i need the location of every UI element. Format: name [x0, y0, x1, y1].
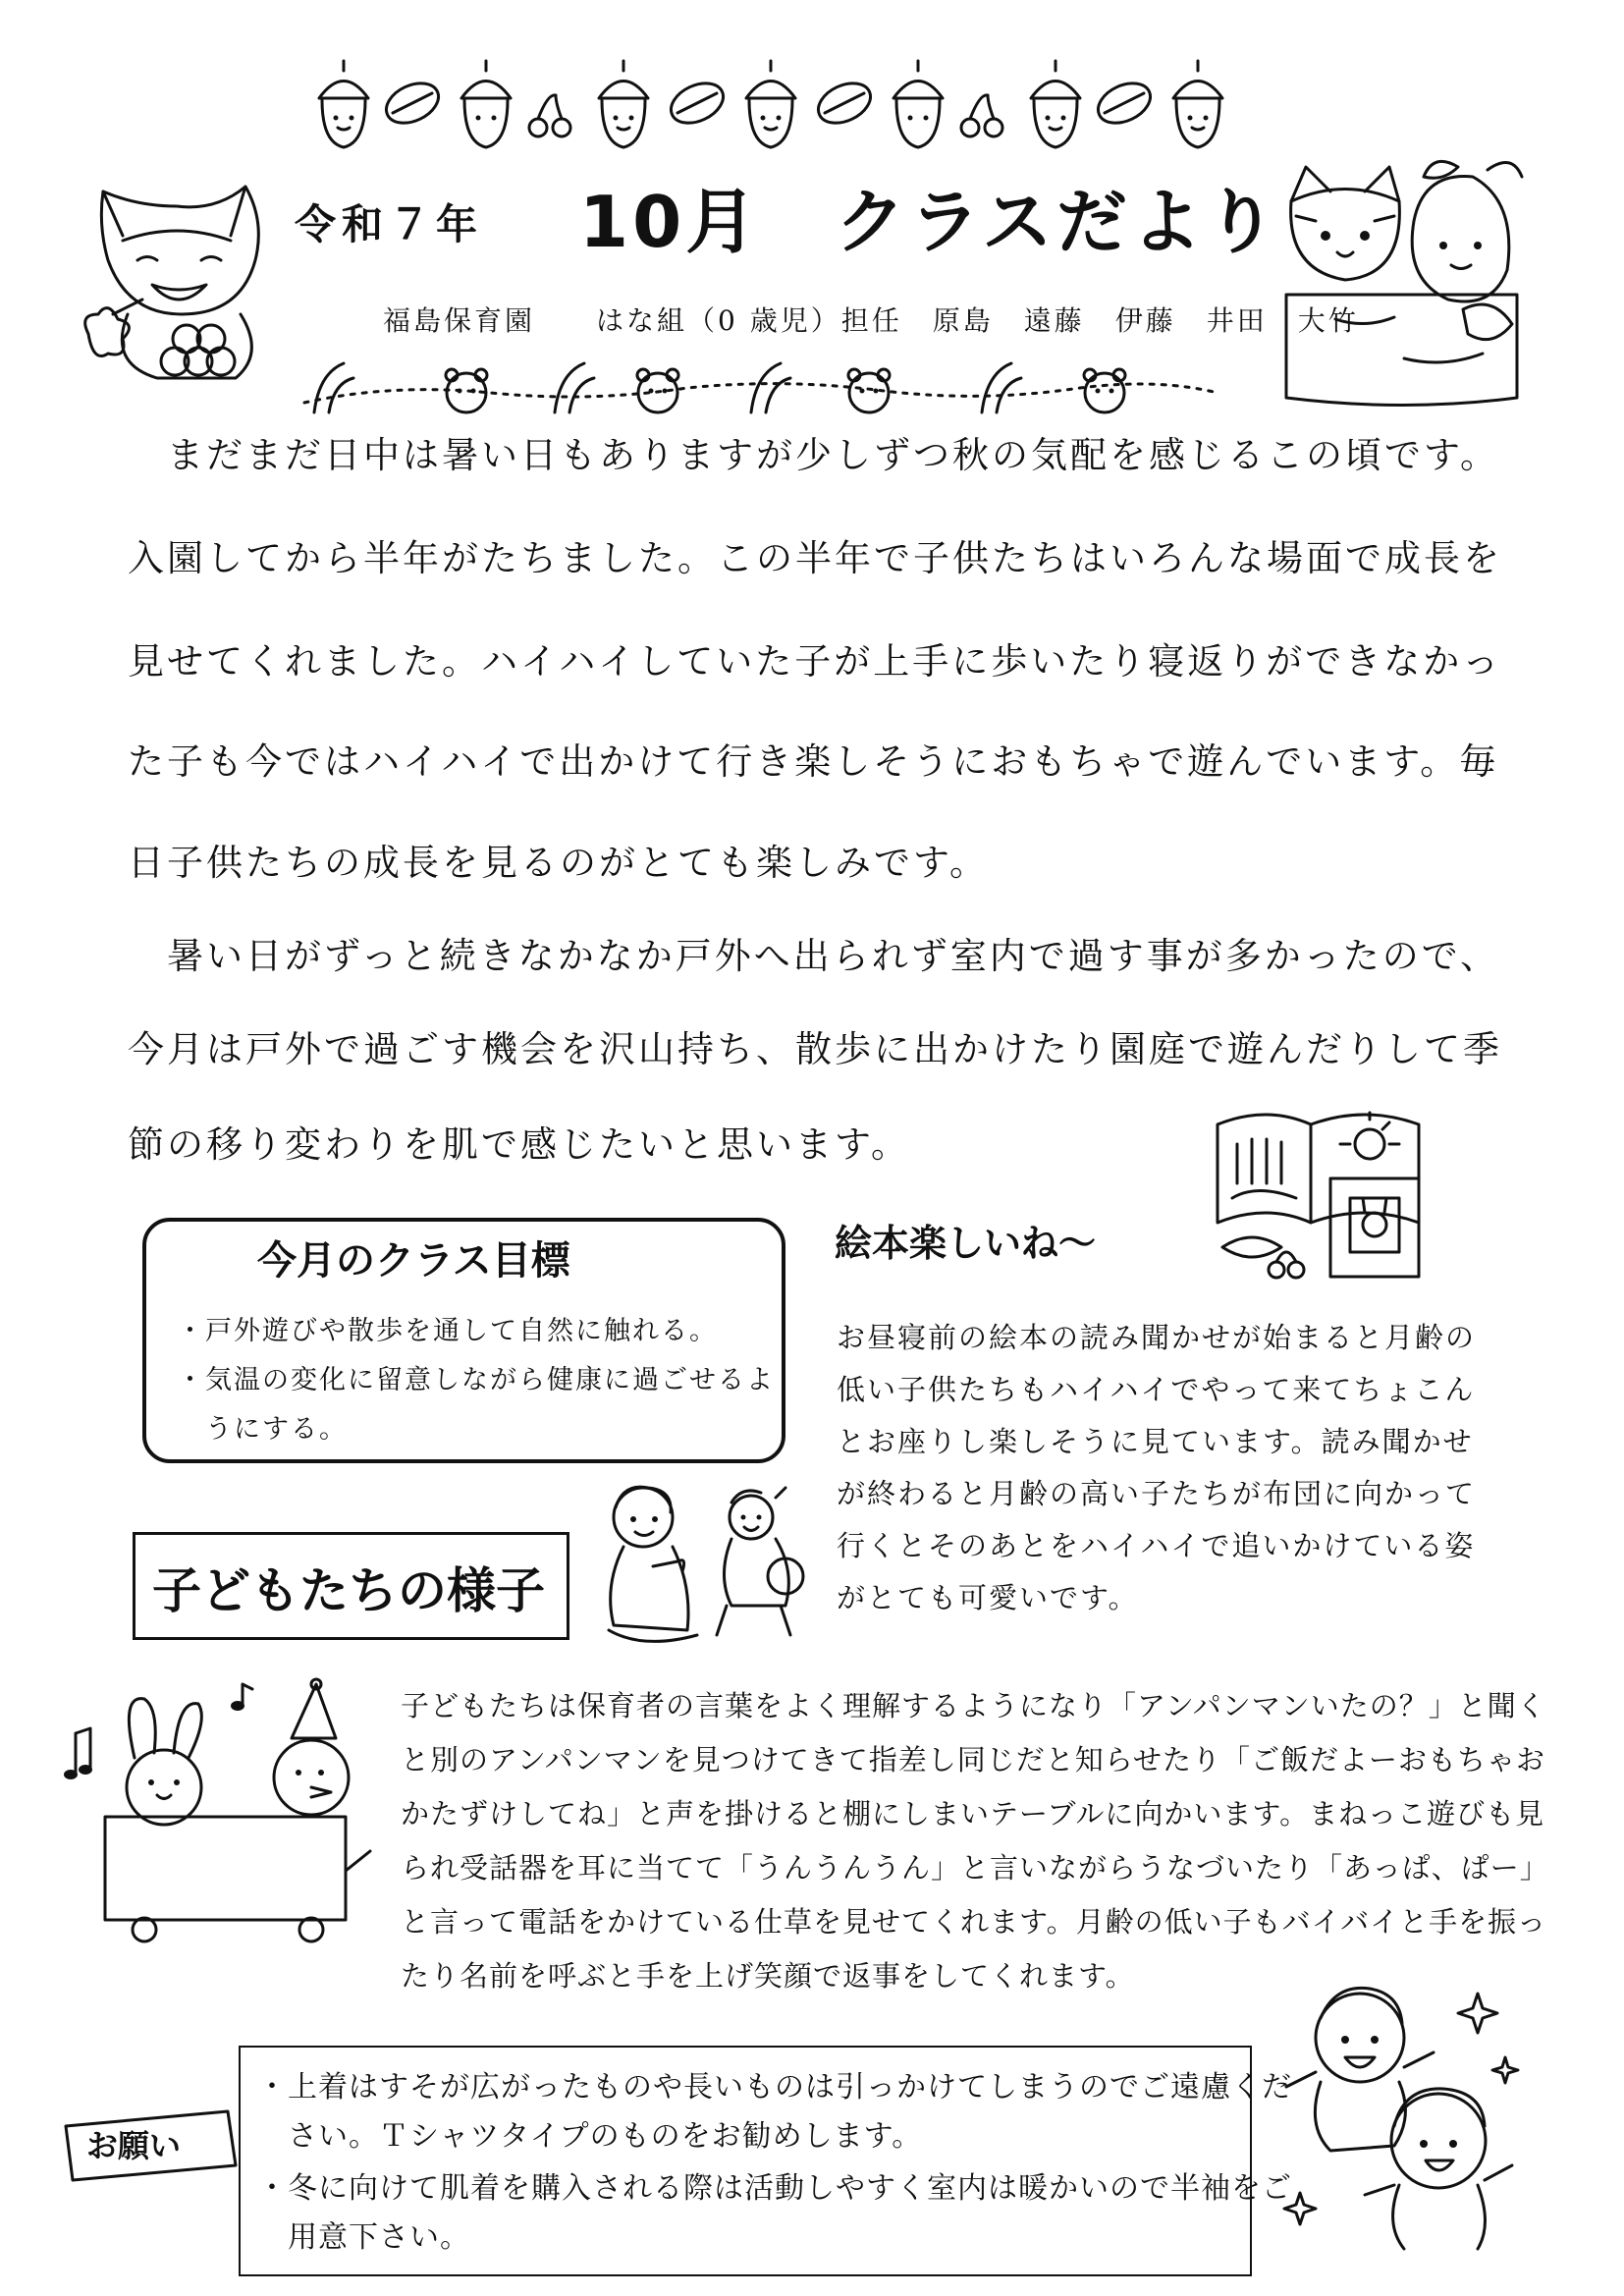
request-tag-label: お願い	[86, 2127, 182, 2164]
cat-sweet-potato-illustration	[1276, 162, 1532, 408]
kids-line: たり名前を呼ぶと手を上げ笑顔で返事をしてくれます。	[401, 1959, 1135, 1993]
leaf-icon	[812, 76, 877, 131]
acorn-icon	[319, 61, 368, 147]
picture-book-line: がとても可愛いです。	[837, 1581, 1139, 1614]
intro-line: 見せてくれました。ハイハイしていた子が上手に歩いたり寝返りができなかっ	[128, 640, 1502, 683]
kids-line: と言って電話をかけている仕草を見せてくれます。月齢の低い子もバイバイと手を振っ	[401, 1905, 1547, 1939]
kids-heading: 子どもたちの様子	[152, 1562, 545, 1619]
picture-book-illustration	[1208, 1105, 1434, 1282]
kids-line: と別のアンパンマンを見つけてきて指差し同じだと知らせたり「ご飯だよーおもちゃお	[401, 1743, 1545, 1777]
bear-face-icon	[1084, 369, 1125, 412]
intro-line: 節の移り変わりを肌で感じたいと思います。	[128, 1123, 911, 1166]
intro-line: まだまだ日中は暑い日もありますが少しずつ秋の気配を感じるこの頃です。	[128, 434, 1500, 476]
kids-line: 子どもたちは保育者の言葉をよく理解するようになり「アンパンマンいたの？」と聞く	[401, 1689, 1546, 1722]
sprout-icon	[982, 363, 1021, 412]
intro-line: 入園してから半年がたちました。この半年で子供たちはいろんな場面で成長を	[128, 537, 1502, 579]
picture-book-heading: 絵本楽しいね～	[835, 1222, 1097, 1265]
request-line: 用意下さい。	[257, 2220, 470, 2255]
class-goal-title: 今月のクラス目標	[257, 1238, 570, 1284]
picture-book-line: が終わると月齢の高い子たちが布団に向かって	[837, 1477, 1477, 1510]
picture-book-line: とお座りし楽しそうに見ています。読み聞かせ	[837, 1425, 1474, 1458]
acorn-icon	[893, 61, 943, 147]
acorn-icon	[1031, 61, 1080, 147]
intro-line: 今月は戸外で過ごす機会を沢山持ち、散歩に出かけたり園庭で遊んだりして季	[128, 1028, 1502, 1070]
picture-book-line: 低い子供たちもハイハイでやって来てちょこん	[837, 1373, 1476, 1406]
happy-children-illustration	[1276, 1979, 1532, 2254]
bunny-cart-illustration	[61, 1679, 375, 1944]
staff-line: 福島保育園 はな組（0 歳児）担任 原島 遠藤 伊藤 井田 大竹	[383, 304, 1359, 337]
acorn-icon	[599, 61, 648, 147]
intro-line: 暑い日がずっと続きなかなか戸外へ出られず室内で過す事が多かったので、	[128, 935, 1500, 977]
request-line: ・冬に向けて肌着を購入される際は活動しやすく室内は暖かいので半袖をご	[257, 2171, 1292, 2206]
leaf-icon	[1092, 76, 1157, 131]
leaf-icon	[665, 76, 730, 131]
intro-line: た子も今ではハイハイで出かけて行き楽しそうにおもちゃで遊んでいます。毎	[128, 740, 1499, 783]
cat-girl-grapes-illustration	[69, 167, 295, 393]
class-goal-item: ・気温の変化に留意しながら健康に過ごせるよ	[177, 1365, 775, 1395]
acorn-icon	[746, 61, 795, 147]
request-line: さい。Ｔシャツタイプのものをお勧めします。	[257, 2119, 923, 2154]
acorn-icon	[1173, 61, 1222, 147]
acorn-icon	[461, 61, 511, 147]
request-line: ・上着はすそが広がったものや長いものは引っかけてしまうのでご遠慮くだ	[257, 2070, 1292, 2105]
cherry-icon	[961, 95, 1002, 137]
kids-line: かたずけしてね」と声を掛けると棚にしまいテーブルに向かいます。まねっこ遊びも見	[401, 1797, 1545, 1831]
sprout-icon	[751, 363, 790, 412]
page-title: 10月 クラスだより	[579, 181, 1281, 263]
era-label: 令和７年	[295, 200, 484, 248]
wave-animals-illustration	[295, 354, 1227, 422]
class-goal-item: うにする。	[177, 1414, 348, 1445]
picture-book-line: 行くとそのあとをハイハイで追いかけている姿	[837, 1529, 1476, 1562]
class-goal-item: ・戸外遊びや散歩を通して自然に触れる。	[177, 1316, 718, 1346]
cherry-icon	[529, 95, 570, 137]
kids-line: られ受話器を耳に当てて「うんうんうん」と言いながらうなづいたり「あっぱ、ぱー」	[401, 1851, 1549, 1885]
intro-line: 日子供たちの成長を見るのがとても楽しみです。	[128, 842, 990, 884]
sprout-icon	[555, 363, 594, 412]
sprout-icon	[314, 363, 353, 412]
mother-child-illustration	[594, 1478, 820, 1655]
picture-book-line: お昼寝前の絵本の読み聞かせが始まると月齢の	[837, 1321, 1477, 1354]
acorn-border-illustration	[295, 49, 1276, 157]
leaf-icon	[380, 76, 445, 131]
